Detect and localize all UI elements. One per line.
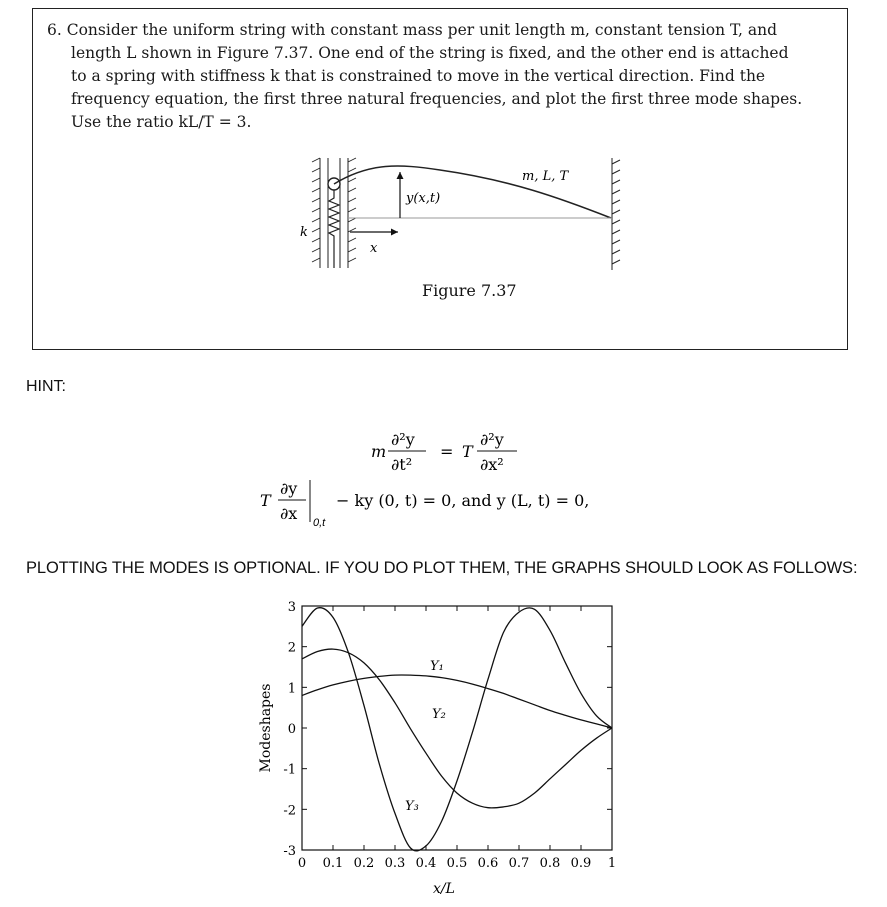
eq1-left-coef: m bbox=[371, 442, 387, 461]
x-tick-label: 0.8 bbox=[539, 856, 561, 871]
hint-equations bbox=[240, 420, 660, 535]
y-axis-label: Modeshapes bbox=[258, 683, 274, 773]
series-line-Y1 bbox=[302, 675, 612, 728]
x-tick-label: 0.2 bbox=[353, 856, 375, 871]
modeshape-chart bbox=[240, 590, 640, 900]
string-figure bbox=[270, 150, 650, 280]
string-curve bbox=[334, 166, 611, 218]
x-tick-label: 0.7 bbox=[508, 856, 530, 871]
x-tick-label: 1 bbox=[607, 856, 617, 871]
x-tick-label: 0.9 bbox=[570, 856, 592, 871]
figure-caption: Figure 7.37 bbox=[422, 281, 517, 300]
y-axis bbox=[283, 600, 612, 859]
label-mLT: m, L, T bbox=[522, 169, 569, 184]
y-tick-label: 0 bbox=[287, 722, 296, 737]
eq1-left-den: ∂t² bbox=[391, 455, 413, 474]
y-tick-label: -2 bbox=[283, 803, 296, 819]
eq2-rest: − ky (0, t) = 0, and y (L, t) = 0, bbox=[336, 491, 590, 510]
x-axis-label: x/L bbox=[433, 881, 455, 897]
problem-line-2: length L shown in Figure 7.37. One end of the string is fixed, and the other end is attached bbox=[71, 44, 789, 62]
eq1-right-coef: T bbox=[462, 442, 473, 461]
eq2-sub: 0,t bbox=[313, 517, 326, 529]
x-tick-label: 0.6 bbox=[477, 856, 499, 871]
plot-frame bbox=[302, 606, 612, 850]
right-wall bbox=[612, 158, 620, 270]
problem-line-1: 6. Consider the uniform string with constant mass per unit length m, constant tension T, and bbox=[47, 21, 778, 39]
eq1-right-num: ∂²y bbox=[480, 430, 504, 449]
series-label-Y2: Y₂ bbox=[432, 707, 446, 722]
series-line-Y2 bbox=[302, 649, 612, 808]
spring bbox=[329, 190, 339, 268]
problem-number: 6. bbox=[47, 21, 62, 39]
x-tick-label: 0.3 bbox=[384, 856, 406, 871]
x-tick-label: 0 bbox=[297, 856, 307, 871]
series-line-Y3 bbox=[302, 608, 612, 851]
y-tick-label: 1 bbox=[287, 681, 296, 697]
eq2-num: ∂y bbox=[280, 479, 298, 498]
hint-label: HINT: bbox=[26, 378, 66, 395]
spring-ring bbox=[328, 178, 340, 190]
problem-statement bbox=[47, 19, 837, 134]
eq2-den: ∂x bbox=[280, 504, 298, 523]
plot-note: PLOTTING THE MODES IS OPTIONAL. IF YOU DO PLOT THEM, THE GRAPHS SHOULD LOOK AS FOLLOWS: bbox=[26, 559, 858, 577]
problem-line-4: frequency equation, the first three natural frequencies, and plot the first three mode shapes. bbox=[71, 90, 803, 108]
label-x: x bbox=[370, 241, 378, 256]
series-label-Y1: Y₁ bbox=[430, 659, 444, 674]
label-y: y(x,t) bbox=[406, 191, 441, 206]
x-tick-label: 0.5 bbox=[446, 856, 468, 871]
series-lines bbox=[302, 608, 612, 851]
eq1-right-den: ∂x² bbox=[480, 455, 504, 474]
eq1-left-num: ∂²y bbox=[391, 430, 415, 449]
x-tick-label: 0.4 bbox=[415, 856, 437, 871]
x-tick-label: 0.1 bbox=[322, 856, 344, 871]
eq1-equals: = bbox=[440, 442, 454, 461]
problem-line-3: to a spring with stiffness k that is constrained to move in the vertical direction. Find the bbox=[71, 67, 766, 85]
series-label-Y3: Y₃ bbox=[405, 799, 419, 814]
problem-line-5: Use the ratio kL/T = 3. bbox=[71, 113, 252, 131]
label-k: k bbox=[300, 225, 308, 240]
y-tick-label: -3 bbox=[283, 844, 296, 859]
eq2-coef: T bbox=[260, 491, 271, 510]
y-tick-label: 3 bbox=[287, 600, 296, 615]
y-tick-label: -1 bbox=[283, 762, 296, 778]
y-tick-label: 2 bbox=[287, 640, 296, 656]
